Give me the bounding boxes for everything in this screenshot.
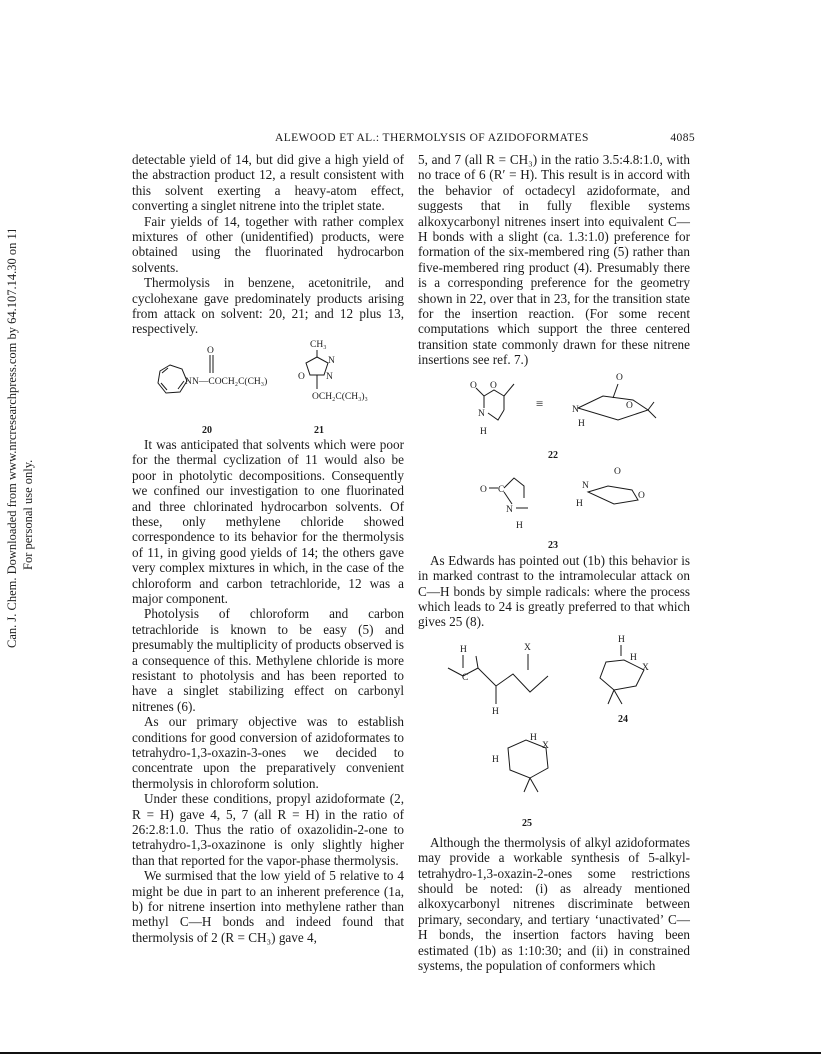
atom-x: X: [642, 662, 649, 673]
structures-24-25: [418, 630, 690, 835]
label-21: 21: [314, 424, 324, 436]
running-title: ALEWOOD ET AL.: THERMOLYSIS OF AZIDOFORMATES: [275, 132, 589, 144]
azepine-ring: [158, 365, 187, 393]
atom-o: O: [490, 380, 497, 391]
atom-h: H: [516, 520, 523, 531]
atom-h: H: [530, 732, 537, 743]
atom-h: H: [618, 634, 625, 645]
paragraph: We surmised that the low yield of 5 relative to 4 might be due in part to an inherent preference (1a, b) for nitrene insertion into methylene rather than methyl C—H bonds and indeed found that thermolysis of 2 (R = CH₃) gave 4,: [132, 868, 404, 945]
download-notice: [2, 230, 42, 650]
atom-o: O: [614, 466, 621, 477]
struct20-chain: N—COCH₂C(CH₃): [192, 376, 268, 387]
paragraph: As Edwards has pointed out (1b) this behavior is in marked contrast to the intramolecular attack on C—H bonds by simple radicals: where the process which leads to 24 is greatly preferred to that which gives 25 (8).: [418, 552, 690, 630]
running-header: [135, 132, 695, 150]
structures-22-23: [418, 368, 690, 553]
atom-c: C: [462, 672, 469, 683]
label-20: 20: [202, 424, 212, 436]
atom-n: N: [582, 480, 589, 491]
atom-h: H: [492, 754, 499, 765]
atom-o: O: [638, 490, 645, 501]
label-24: 24: [618, 713, 628, 725]
atom-h: H: [578, 418, 585, 429]
envelope-ring: [588, 486, 638, 504]
page-number: 4085: [670, 132, 695, 144]
left-column: [132, 152, 404, 945]
paragraph: As our primary objective was to establish conditions for good conversion of azidoformates to tetrahydro-1,3-oxazin-3-ones we decided to concentrate upon the preparatively convenient thermolysis in chloroform solution.: [132, 714, 404, 791]
atom-n: N: [326, 371, 333, 382]
paragraph: Photolysis of chloroform and carbon tetrachloride is known to be easy (5) and presumably the multiplicity of products observed is a consequence of this. Methylene chloride is more resistant to photolysis and has been reported to have a singlet stabilizing effect on carbonyl nitrenes (6).: [132, 606, 404, 714]
atom-h: H: [492, 706, 499, 717]
atom-o: O: [470, 380, 477, 391]
atom-n: N: [328, 355, 335, 366]
atom-o: O: [298, 371, 305, 382]
download-notice-line2: For personal use only.: [21, 459, 35, 570]
bottom-rule: [0, 1052, 821, 1054]
atom-o: O: [207, 345, 214, 356]
atom-h: H: [630, 652, 637, 663]
label-22: 22: [548, 449, 558, 461]
structures-20-21: [132, 337, 404, 437]
paragraph: detectable yield of 14, but did give a high yield of the abstraction product 12, a result consistent with this solvent exerting a heavy-atom effect, converting a singlet nitrene into the triplet state.: [132, 152, 404, 214]
atom-h: H: [460, 644, 467, 655]
atom-n: N: [185, 376, 192, 387]
label-23: 23: [548, 539, 558, 551]
struct21-top: CH₃: [310, 339, 327, 350]
atom-x: X: [524, 642, 531, 653]
atom-h: H: [576, 498, 583, 509]
atom-o: O: [480, 484, 487, 495]
equivalence-sign: ≡: [536, 395, 544, 411]
paragraph: Although the thermolysis of alkyl azidoformates may provide a workable synthesis of 5-alkyl-tetrahydro-1,3-oxazin-2-ones some restrictions should be noted: (i) as already mentioned alkoxycarbonyl nitrenes discriminate between primary, secondary, and tertiary ‘unactivated’ C—H bonds, the insertion factors having been estimated (1b) as 1:10:30; and (ii) in constrained systems, the population of conformers which: [418, 834, 690, 973]
paragraph: Fair yields of 14, together with rather complex mixtures of other (unidentified) products, were obtained using the fluorinated hydrocarbon solvents.: [132, 213, 404, 275]
atom-o: O: [626, 400, 633, 411]
chair-ring: [578, 396, 648, 420]
paragraph: It was anticipated that solvents which were poor for the thermal cyclization of 11 would also be poor in photolytic decompositions. Consequently we confined our investigation to one fluorinated and three chlorinated hydrocarbon solvents. Of these, only methylene chloride showed correspondence to its behavior for the thermolysis of 11, in giving good yields of 14; the others gave very complex mixtures in which, in the case of the chloroform and carbon tetrachloride, 12 was a major component.: [132, 436, 404, 606]
right-column: [418, 152, 690, 973]
paragraph: Thermolysis in benzene, acetonitrile, and cyclohexane gave predominately products arising from attack on solvent: 20, 21; and 12 plus 13, respectively.: [132, 275, 404, 337]
paragraph: Under these conditions, propyl azidoformate (2, R = H) gave 4, 5, 7 (all R = H) in the ratio of 26:2.8:1.0. Thus the ratio of oxazolidin-2-one to tetrahydro-1,3-oxazinone is only slightly higher than that reported for the vapor-phase thermolysis.: [132, 791, 404, 868]
oxadiazole-ring: [306, 357, 328, 375]
atom-c: C: [498, 484, 505, 495]
cyclic-ts-24: [600, 660, 644, 690]
paragraph: 5, and 7 (all R = CH₃) in the ratio 3.5:4.8:1.0, with no trace of 6 (R′ = H). This result is in accord with the behavior of octadecyl azidoformate, and suggests that in fully flexible systems alkoxycarbonyl nitrenes insert into equivalent C—H bonds with a slight (ca. 1.3:1.0) preference for formation of the six-membered ring (5) rather than five-membered ring product (4). Presumably there is a corresponding preference for the geometry shown in 22, over that in 23, for the transition state for the insertion reaction. (For some recent computations which support the three centered transition state commonly drawn for these nitrene insertions see ref. 7.): [418, 152, 690, 368]
atom-n: N: [478, 408, 485, 419]
atom-n: N: [572, 404, 579, 415]
label-25: 25: [522, 817, 532, 829]
atom-h: H: [480, 426, 487, 437]
atom-o: O: [616, 372, 623, 383]
struct21-bottom: OCH₂C(CH₃)₃: [312, 391, 368, 402]
atom-n: N: [506, 504, 513, 515]
atom-x: X: [542, 740, 549, 751]
download-notice-line1: Can. J. Chem. Downloaded from www.nrcresearchpress.com by 64.107.14.30 on 11/11/14: [5, 230, 19, 648]
